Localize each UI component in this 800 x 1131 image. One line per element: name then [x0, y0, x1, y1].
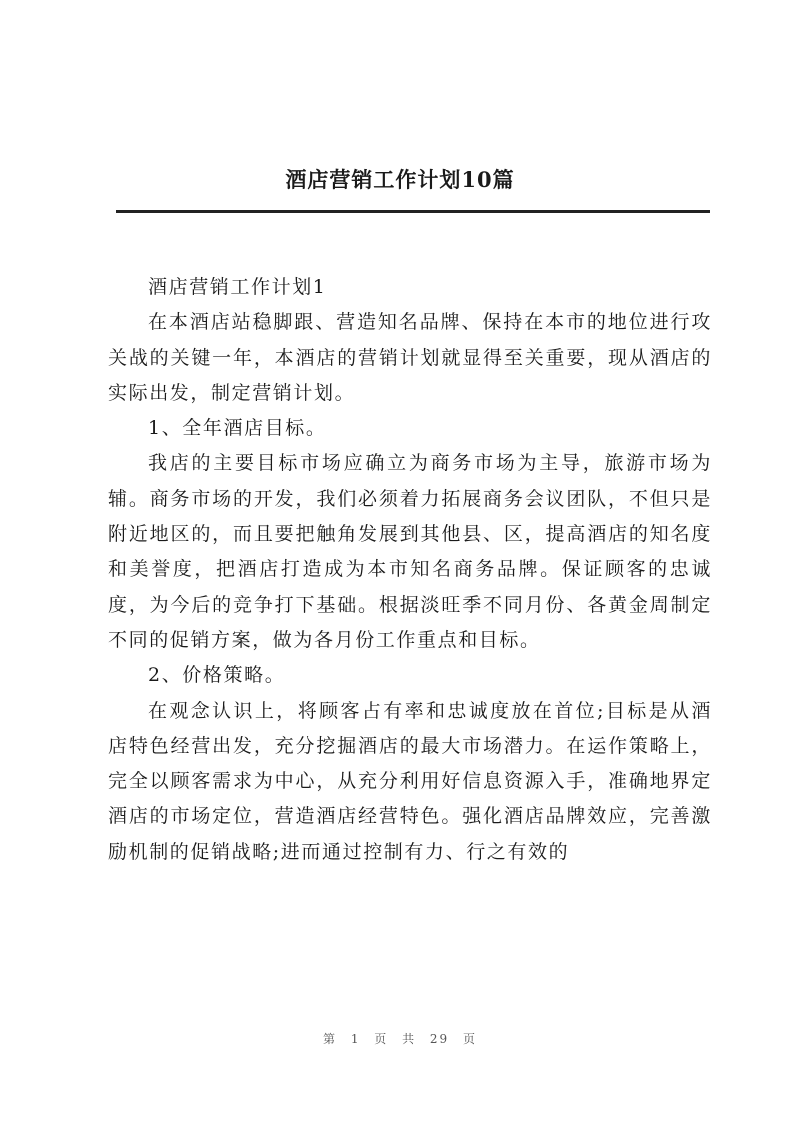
document-body: [108, 270, 712, 870]
subsection-heading: 2、价格策略。: [148, 664, 286, 687]
page-number-footer: 第 1 页 共 29 页: [323, 1032, 477, 1046]
document-title: 酒店营销工作计划10篇: [285, 167, 515, 192]
section-heading: 酒店营销工作计划1: [148, 276, 327, 298]
subsection-heading: 1、全年酒店目标。: [148, 417, 327, 440]
body-paragraph: 我店的主要目标市场应确立为商务市场为主导，旅游市场为辅。商务市场的开发，我们必须着力拓展商务会议团队，不但只是附近地区的，而且要把触角发展到其他县、区，提高酒店的知名度和美誉度，把酒店打造成为本市知名商务品牌。保证顾客的忠诚度，为今后的竞争打下基础。根据淡旺季不同月份、各黄金周制定不同的促销方案，做为各月份工作重点和目标。: [108, 452, 712, 651]
body-paragraph: 在观念认识上，将顾客占有率和忠诚度放在首位;目标是从酒店特色经营出发，充分挖掘酒店的最大市场潜力。在运作策略上，完全以顾客需求为中心，从充分利用好信息资源入手，准确地界定酒店的市场定位，营造酒店经营特色。强化酒店品牌效应，完善激励机制的促销战略;进而通过控制有力、行之有效的: [108, 699, 712, 863]
title-divider: [116, 210, 710, 213]
body-paragraph: 在本酒店站稳脚跟、营造知名品牌、保持在本市的地位进行攻关战的关键一年，本酒店的营销计划就显得至关重要，现从酒店的实际出发，制定营销计划。: [108, 311, 712, 404]
